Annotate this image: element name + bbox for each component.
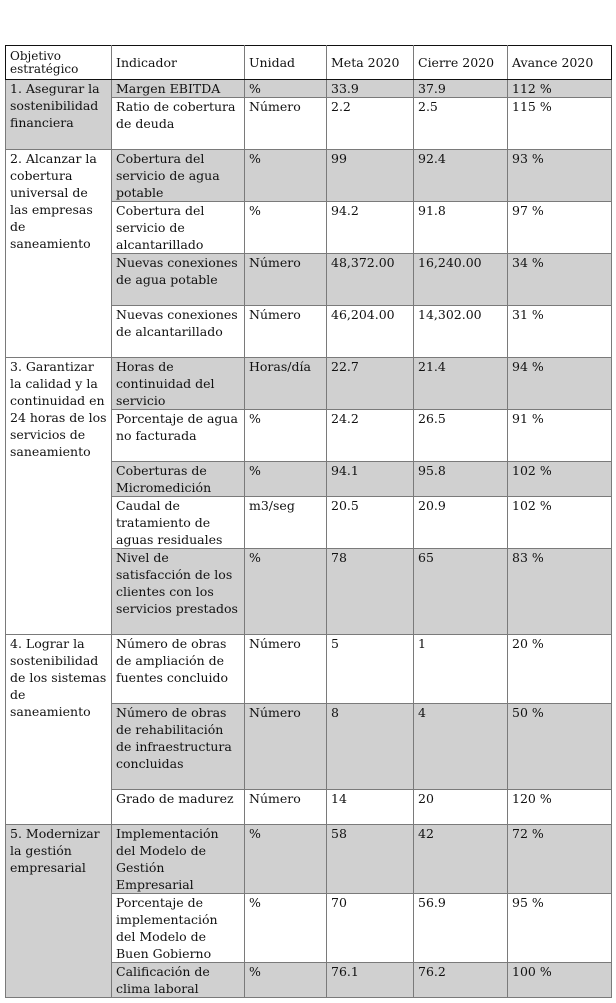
close-cell: 1 (414, 635, 508, 704)
close-cell: 95.8 (414, 462, 508, 497)
close-cell: 37.9 (414, 80, 508, 98)
objective-cell: 1. Asegurar la sostenibilidad financiera (6, 80, 112, 150)
progress-cell: 31 % (508, 306, 612, 358)
indicator-cell: Nivel de satisfacción de los clientes con los servicios prestados (112, 549, 245, 635)
target-cell: 99 (327, 150, 414, 202)
indicator-cell: Porcentaje de implementación del Modelo de Buen Gobierno (112, 894, 245, 963)
unit-cell: Número (245, 254, 327, 306)
target-cell: 24.2 (327, 410, 414, 462)
close-cell: 20 (414, 790, 508, 825)
target-cell: 94.1 (327, 462, 414, 497)
unit-cell: Número (245, 98, 327, 150)
target-cell: 78 (327, 549, 414, 635)
close-cell: 76.2 (414, 963, 508, 998)
target-cell: 20.5 (327, 497, 414, 549)
progress-cell: 115 % (508, 98, 612, 150)
target-cell: 5 (327, 635, 414, 704)
progress-cell: 97 % (508, 202, 612, 254)
progress-cell: 102 % (508, 497, 612, 549)
indicator-cell: Nuevas conexiones de alcantarillado (112, 306, 245, 358)
unit-cell: % (245, 825, 327, 894)
table-header-row (6, 46, 612, 80)
close-cell: 2.5 (414, 98, 508, 150)
indicator-cell: Cobertura del servicio de agua potable (112, 150, 245, 202)
unit-cell: m3/seg (245, 497, 327, 549)
target-cell: 48,372.00 (327, 254, 414, 306)
objective-cell: 5. Modernizar la gestión empresarial (6, 825, 112, 998)
objective-cell: 4. Lograr la sostenibilidad de los sistemas de saneamiento (6, 635, 112, 825)
unit-cell: Número (245, 635, 327, 704)
unit-cell: % (245, 549, 327, 635)
target-cell: 22.7 (327, 358, 414, 410)
progress-cell: 94 % (508, 358, 612, 410)
indicator-cell: Ratio de cobertura de deuda (112, 98, 245, 150)
header-progress: Avance 2020 (508, 46, 612, 80)
indicator-cell: Porcentaje de agua no facturada (112, 410, 245, 462)
unit-cell: % (245, 80, 327, 98)
close-cell: 26.5 (414, 410, 508, 462)
target-cell: 14 (327, 790, 414, 825)
unit-cell: Horas/día (245, 358, 327, 410)
table-row (6, 825, 612, 894)
indicator-cell: Caudal de tratamiento de aguas residuales (112, 497, 245, 549)
unit-cell: % (245, 150, 327, 202)
strategic-indicators-table (5, 45, 612, 998)
unit-cell: % (245, 963, 327, 998)
progress-cell: 102 % (508, 462, 612, 497)
header-indicator: Indicador (112, 46, 245, 80)
target-cell: 70 (327, 894, 414, 963)
progress-cell: 72 % (508, 825, 612, 894)
target-cell: 8 (327, 704, 414, 790)
close-cell: 16,240.00 (414, 254, 508, 306)
progress-cell: 112 % (508, 80, 612, 98)
target-cell: 94.2 (327, 202, 414, 254)
table-row (6, 80, 612, 98)
indicator-cell: Horas de continuidad del servicio (112, 358, 245, 410)
progress-cell: 93 % (508, 150, 612, 202)
table-row (6, 358, 612, 410)
indicator-cell: Número de obras de rehabilitación de infraestructura concluidas (112, 704, 245, 790)
indicator-cell: Número de obras de ampliación de fuentes concluido (112, 635, 245, 704)
target-cell: 2.2 (327, 98, 414, 150)
table-row (6, 150, 612, 202)
header-unit: Unidad (245, 46, 327, 80)
indicator-cell: Grado de madurez (112, 790, 245, 825)
target-cell: 76.1 (327, 963, 414, 998)
progress-cell: 83 % (508, 549, 612, 635)
target-cell: 33.9 (327, 80, 414, 98)
unit-cell: Número (245, 704, 327, 790)
target-cell: 58 (327, 825, 414, 894)
progress-cell: 50 % (508, 704, 612, 790)
unit-cell: % (245, 202, 327, 254)
progress-cell: 100 % (508, 963, 612, 998)
close-cell: 20.9 (414, 497, 508, 549)
objective-cell: 2. Alcanzar la cobertura universal de las empresas de saneamiento (6, 150, 112, 358)
header-close: Cierre 2020 (414, 46, 508, 80)
progress-cell: 95 % (508, 894, 612, 963)
indicator-cell: Implementación del Modelo de Gestión Empresarial (112, 825, 245, 894)
close-cell: 21.4 (414, 358, 508, 410)
unit-cell: % (245, 894, 327, 963)
indicator-cell: Cobertura del servicio de alcantarillado (112, 202, 245, 254)
unit-cell: % (245, 410, 327, 462)
close-cell: 4 (414, 704, 508, 790)
close-cell: 92.4 (414, 150, 508, 202)
unit-cell: % (245, 462, 327, 497)
indicator-cell: Calificación de clima laboral (112, 963, 245, 998)
close-cell: 56.9 (414, 894, 508, 963)
indicator-cell: Coberturas de Micromedición (112, 462, 245, 497)
target-cell: 46,204.00 (327, 306, 414, 358)
table-row (6, 635, 612, 704)
indicator-cell: Margen EBITDA (112, 80, 245, 98)
progress-cell: 34 % (508, 254, 612, 306)
close-cell: 42 (414, 825, 508, 894)
unit-cell: Número (245, 790, 327, 825)
close-cell: 91.8 (414, 202, 508, 254)
close-cell: 14,302.00 (414, 306, 508, 358)
header-target: Meta 2020 (327, 46, 414, 80)
unit-cell: Número (245, 306, 327, 358)
indicator-cell: Nuevas conexiones de agua potable (112, 254, 245, 306)
progress-cell: 20 % (508, 635, 612, 704)
progress-cell: 120 % (508, 790, 612, 825)
header-objective: Objetivo estratégico (6, 46, 112, 80)
close-cell: 65 (414, 549, 508, 635)
progress-cell: 91 % (508, 410, 612, 462)
objective-cell: 3. Garantizar la calidad y la continuidad en 24 horas de los servicios de saneamiento (6, 358, 112, 635)
